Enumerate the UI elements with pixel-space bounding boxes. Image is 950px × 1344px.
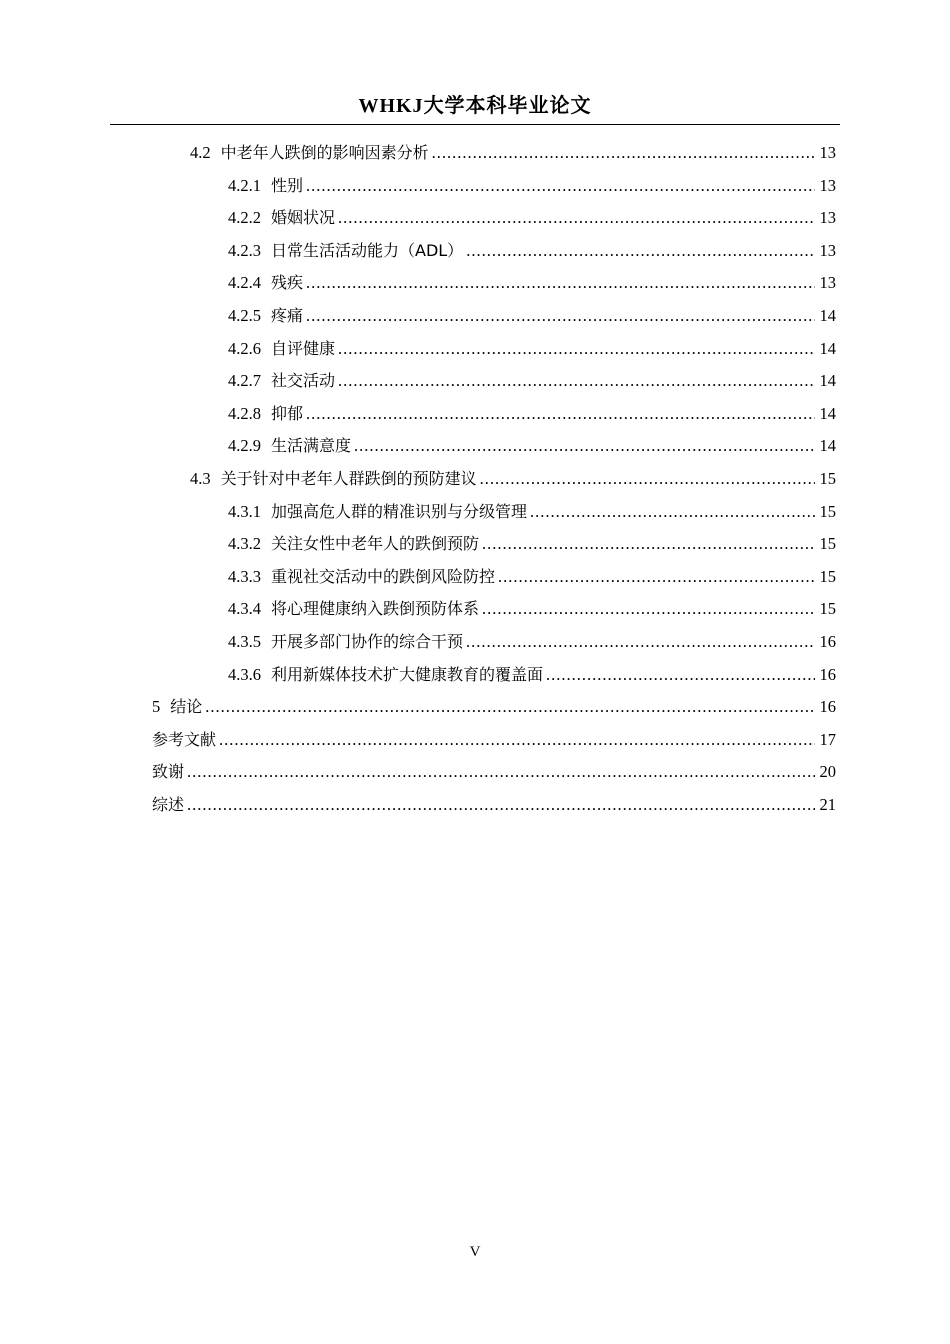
toc-entry-page: 15 — [819, 599, 836, 618]
toc-entry-title: 致谢 — [152, 762, 185, 781]
toc-entry-page: 16 — [819, 697, 836, 716]
toc-entry-page: 15 — [819, 567, 836, 586]
toc-entry-title: 关于针对中老年人群跌倒的预防建议 — [220, 469, 477, 488]
toc-leader-dots — [338, 336, 815, 362]
header-prefix: WHKJ — [358, 95, 424, 117]
toc-entry-page: 17 — [819, 730, 836, 749]
toc-entry-title: 关注女性中老年人的跌倒预防 — [271, 534, 480, 553]
toc-entry-number: 4.2.5 — [228, 306, 261, 325]
toc-entry-title: 社交活动 — [271, 371, 336, 390]
toc-entry-number: 4.2.6 — [228, 339, 261, 358]
toc-entry-title: 综述 — [152, 795, 185, 814]
toc-entry-title: 生活满意度 — [271, 436, 352, 455]
toc-entry-page: 13 — [819, 143, 836, 162]
toc-entry-page: 13 — [819, 273, 836, 292]
toc-entry-page: 16 — [819, 665, 836, 684]
toc-entry-number: 4.3 — [190, 469, 211, 488]
toc-entry-title: 中老年人跌倒的影响因素分析 — [220, 143, 429, 162]
toc-entry-title: 参考文献 — [152, 730, 217, 749]
toc-entry-title: 将心理健康纳入跌倒预防体系 — [271, 599, 480, 618]
toc-leader-dots — [530, 499, 815, 525]
toc-entry-page: 13 — [819, 241, 836, 260]
toc-leader-dots — [466, 238, 815, 264]
toc-entry-number: 4.3.2 — [228, 534, 261, 553]
toc-entry[interactable] — [152, 727, 836, 753]
toc-entry-title: 结论 — [170, 697, 203, 716]
toc-leader-dots — [432, 140, 815, 166]
toc-entry-number: 4.2.3 — [228, 241, 261, 260]
toc-entry[interactable] — [228, 205, 836, 231]
toc-entry-number: 4.2.2 — [228, 208, 261, 227]
toc-leader-dots — [187, 759, 815, 785]
toc-entry-page: 14 — [819, 306, 836, 325]
toc-entry-number: 4.2.4 — [228, 273, 261, 292]
toc-entry-number: 5 — [152, 697, 161, 716]
toc-entry-number: 4.2.7 — [228, 371, 261, 390]
toc-entry-number: 4.2.1 — [228, 176, 261, 195]
toc-entry[interactable] — [228, 662, 836, 688]
page-number: V — [469, 1244, 481, 1260]
toc-entry[interactable] — [228, 596, 836, 622]
toc-entry[interactable] — [152, 694, 836, 720]
toc-entry[interactable] — [228, 368, 836, 394]
toc-leader-dots — [546, 662, 815, 688]
toc-entry-title: 性别 — [271, 176, 304, 195]
toc-leader-dots — [187, 792, 815, 818]
toc-entry[interactable] — [228, 238, 836, 264]
toc-entry-page: 20 — [819, 762, 836, 781]
page-header — [0, 92, 950, 120]
toc-entry-title: 加强高危人群的精准识别与分级管理 — [271, 502, 528, 521]
toc-entry-title: 婚姻状况 — [271, 208, 336, 227]
toc-entry-number: 4.2.9 — [228, 436, 261, 455]
toc-entry-title: 日常生活活动能力（ADL） — [271, 241, 464, 260]
toc-entry-page: 13 — [819, 208, 836, 227]
toc-entry[interactable] — [228, 629, 836, 655]
toc-entry[interactable] — [228, 499, 836, 525]
toc-entry[interactable] — [152, 792, 836, 818]
toc-entry-number: 4.2 — [190, 143, 211, 162]
toc-entry-page: 14 — [819, 436, 836, 455]
toc-entry-title: 残疾 — [271, 273, 304, 292]
toc-entry-page: 16 — [819, 632, 836, 651]
toc-entry-page: 15 — [819, 534, 836, 553]
toc-leader-dots — [338, 205, 815, 231]
toc-entry[interactable] — [228, 564, 836, 590]
toc-leader-dots — [466, 629, 815, 655]
toc-entry-page: 14 — [819, 339, 836, 358]
toc-entry[interactable] — [228, 433, 836, 459]
toc-entry-page: 14 — [819, 371, 836, 390]
toc-entry-number: 4.3.3 — [228, 567, 261, 586]
toc-leader-dots — [480, 466, 815, 492]
toc-leader-dots — [306, 303, 815, 329]
toc-leader-dots — [219, 727, 815, 753]
toc-leader-dots — [482, 531, 815, 557]
toc-entry-page: 15 — [819, 502, 836, 521]
toc-leader-dots — [306, 401, 815, 427]
toc-entry[interactable] — [228, 303, 836, 329]
toc-leader-dots — [205, 694, 815, 720]
header-title: 大学本科毕业论文 — [423, 95, 592, 117]
toc-entry-title: 抑郁 — [271, 404, 304, 423]
header-rule — [110, 124, 840, 125]
toc-entry-title: 重视社交活动中的跌倒风险防控 — [271, 567, 496, 586]
toc-entry-number: 4.3.6 — [228, 665, 261, 684]
toc-entry-page: 21 — [819, 795, 836, 814]
toc-entry-number: 4.3.5 — [228, 632, 261, 651]
toc-leader-dots — [306, 173, 815, 199]
toc-entry[interactable] — [228, 531, 836, 557]
toc-leader-dots — [338, 368, 815, 394]
toc-leader-dots — [498, 564, 815, 590]
toc-entry[interactable] — [228, 270, 836, 296]
toc-entry-number: 4.3.4 — [228, 599, 261, 618]
toc-entry[interactable] — [228, 336, 836, 362]
toc-entry-page: 13 — [819, 176, 836, 195]
toc-entry-page: 15 — [819, 469, 836, 488]
toc-entry-title: 疼痛 — [271, 306, 304, 325]
toc-entry-title: 利用新媒体技术扩大健康教育的覆盖面 — [271, 665, 544, 684]
toc-entry[interactable] — [152, 759, 836, 785]
toc-entry[interactable] — [228, 401, 836, 427]
toc-entry-number: 4.2.8 — [228, 404, 261, 423]
toc-entry[interactable] — [228, 173, 836, 199]
toc-entry-page: 14 — [819, 404, 836, 423]
toc-leader-dots — [306, 270, 815, 296]
toc-entry-title: 自评健康 — [271, 339, 336, 358]
toc-entry-title: 开展多部门协作的综合干预 — [271, 632, 464, 651]
toc-entry[interactable] — [190, 140, 836, 166]
toc-entry[interactable] — [190, 466, 836, 492]
toc-leader-dots — [354, 433, 815, 459]
toc-entry-number: 4.3.1 — [228, 502, 261, 521]
toc-leader-dots — [482, 596, 815, 622]
